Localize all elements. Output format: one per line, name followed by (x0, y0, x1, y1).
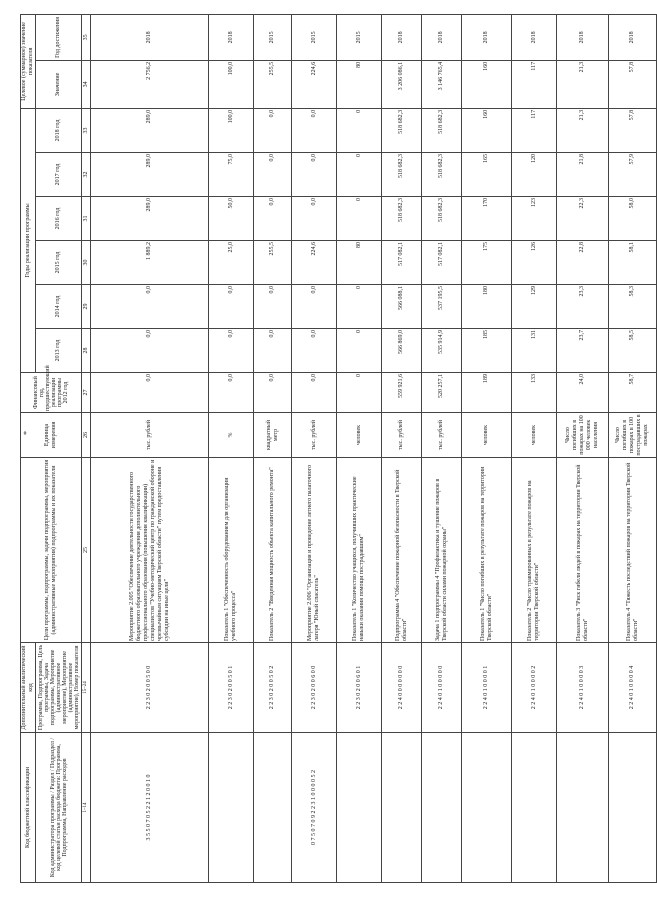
goal-text-cell: Показатель 4 "Тяжесть последствий пожаров на территории Тверской области" (609, 458, 657, 643)
colnum: 1 (83, 810, 88, 813)
fin-year-cell: 0,0 (292, 373, 337, 413)
year-value-cell: 123 (512, 197, 557, 241)
a-goal-label: Цель программы (37, 644, 50, 712)
year-value-cell: 0,0 (209, 329, 254, 373)
final-header: Целевое (суммарное) значение показателя (21, 14, 36, 108)
table-row (382, 14, 422, 882)
a-event-num-label: Номер показателя (73, 645, 80, 692)
total-value-cell: 80 (337, 60, 382, 108)
year-value-cell: 80 (337, 241, 382, 285)
colnum: 15 (83, 688, 88, 694)
unit-cell: Число погибших в пожарах в 100 пострадавших в пожарах (609, 413, 657, 458)
a-subprogram-label: Подпрограмма (37, 660, 44, 699)
year-value-cell: 289,0 (91, 108, 209, 152)
budget-code-cell (209, 733, 254, 883)
year-value-cell: 0,0 (91, 285, 209, 329)
year-value-cell: 129 (512, 285, 557, 329)
a-event-label: Мероприятие (административное мероприятие) (49, 649, 68, 724)
total-value-cell: 3 146 765,4 (422, 60, 462, 108)
year-value-cell: 0,0 (91, 329, 209, 373)
year-value-cell: 0,0 (254, 197, 292, 241)
year-value-cell: 57,9 (609, 153, 657, 197)
year-value-cell: 518 682,3 (422, 197, 462, 241)
budget-code-cell (422, 733, 462, 883)
year-value-cell: 58,5 (609, 329, 657, 373)
table-row (609, 14, 657, 882)
budget-code-cell (382, 733, 422, 883)
year-value-cell: 0,0 (254, 108, 292, 152)
table-row (337, 14, 382, 882)
y2013-header: 2013 год (36, 329, 82, 373)
additional-code-cell: 2 2 4 0 1 0 0 0 0 1 (462, 643, 512, 733)
col-num: 30 (82, 241, 91, 285)
year-value-cell: 175 (462, 241, 512, 285)
fin-year-cell: 0,0 (209, 373, 254, 413)
y2017-header: 2017 год (36, 153, 82, 197)
year-value-cell: 224,6 (292, 241, 337, 285)
budget-code-cell: 0 7 5 0 7 0 9 2 2 3 1 0 0 0 0 5 2 (292, 733, 337, 883)
year-value-cell: 58,0 (609, 197, 657, 241)
year-achieved-cell: 2015 (292, 14, 337, 60)
year-value-cell: 21,8 (557, 153, 609, 197)
unit-cell: % (209, 413, 254, 458)
fin-year-header: Финансовый год, предшествующий реализации программы 2012 год (21, 373, 82, 413)
total-value-cell: 2 756,2 (91, 60, 209, 108)
goal-text-cell: Показатель 1 "Число погибших в результате пожаров на территории Тверской области" (462, 458, 512, 643)
year-value-cell: 75,0 (209, 153, 254, 197)
budget-code-cell (462, 733, 512, 883)
code-admin-label: Код администратора программы (49, 794, 56, 878)
year-value-cell: 518 682,3 (422, 108, 462, 152)
year-value-cell: 537 195,5 (422, 285, 462, 329)
a-program-label: Программа (37, 701, 44, 731)
year-value-cell: 0,0 (292, 153, 337, 197)
unit-header: Единица измерения (21, 413, 82, 458)
total-value-cell: 224,6 (292, 60, 337, 108)
table-row (422, 14, 462, 882)
header-row-1 (21, 14, 36, 882)
year-value-cell: 566 869,0 (382, 329, 422, 373)
year-achieved-cell: 2018 (609, 14, 657, 60)
colnum: 24 (83, 681, 88, 687)
year-value-cell: 131 (512, 329, 557, 373)
goals-header: Цели программы, подпрограммы, задачи подпрограммы, мероприятия (административные мероприятия) подпрограммы и их показатели (21, 458, 82, 643)
a-task-label: Задача подпрограммы (43, 663, 56, 726)
year-value-cell: 50,0 (209, 197, 254, 241)
table-row (209, 14, 254, 882)
col-num: 31 (82, 197, 91, 241)
total-value-cell: 255,5 (254, 60, 292, 108)
additional-code-cell: 2 2 4 0 1 0 0 0 0 2 (512, 643, 557, 733)
goal-text-cell: Показатель 2 "Число травмированных в результате пожаров на территории Тверской области" (512, 458, 557, 643)
additional-code-cell: 2 2 4 0 1 0 0 0 0 0 (422, 643, 462, 733)
year-value-cell: 0,0 (254, 329, 292, 373)
subsection-label: Подраздел (49, 741, 56, 768)
year-value-cell: 255,5 (254, 241, 292, 285)
year-value-cell: 0,0 (292, 197, 337, 241)
col-num: 33 (82, 108, 91, 152)
year-value-cell: 518 682,3 (422, 153, 462, 197)
additional-code-cell: 2 2 4 0 1 0 0 0 0 4 (609, 643, 657, 733)
table-row (91, 14, 209, 882)
fin-year-cell: 133 (512, 373, 557, 413)
year-value-cell: 0,0 (209, 285, 254, 329)
unit-cell: человек (462, 413, 512, 458)
budget-code-cell: 3 5 5 0 7 0 5 2 2 1 2 0 0 1 0 (91, 733, 209, 883)
year-value-cell: 185 (462, 329, 512, 373)
year-value-cell: 0 (337, 329, 382, 373)
goal-text-cell: Показатель 3 "Риск гибели людей в пожарах на территории Тверской области" (557, 458, 609, 643)
unit-cell: человек (337, 413, 382, 458)
year-achieved-cell: 2018 (512, 14, 557, 60)
additional-code-cell: 2 2 3 0 2 0 0 5 0 2 (254, 643, 292, 733)
total-value-cell: 57,8 (609, 60, 657, 108)
year-value-cell: 518 682,3 (382, 108, 422, 152)
year-value-cell: 57,8 (609, 108, 657, 152)
year-value-cell: 517 082,1 (382, 241, 422, 285)
table-row (512, 14, 557, 882)
unit-cell: Число погибших в пожарах на 100 000 человек населения (557, 413, 609, 458)
budget-code-cell (557, 733, 609, 883)
col-num: 25 (82, 458, 91, 643)
year-achieved-cell: 2018 (462, 14, 512, 60)
year-value-cell: 58,3 (609, 285, 657, 329)
fin-year-cell: 520 257,1 (422, 373, 462, 413)
year-value-cell: 170 (462, 197, 512, 241)
goal-text-cell: Мероприятие 2.005 "Обеспечение деятельности государственного бюджетного образовательного учреждения дополнительного профессионального образования (повышения квалификации) специалистов "Учебно-методический центр по гражданской обороне и чрезвычайным ситуациям Тверской области" путем предоставления субсидии на иные цели" (91, 458, 209, 643)
year-value-cell: 517 082,1 (422, 241, 462, 285)
table-row (557, 14, 609, 882)
year-achieved-cell: 2015 (254, 14, 292, 60)
year-value-cell: 117 (512, 108, 557, 152)
subprogram-label: Подпрограмма (61, 818, 68, 857)
year-achieved-cell: 2018 (209, 14, 254, 60)
year-value-cell: 535 914,9 (422, 329, 462, 373)
year-value-cell: 180 (462, 285, 512, 329)
year-achieved-cell: 2018 (91, 14, 209, 60)
unit-cell: тыс. рублей (422, 413, 462, 458)
colnum: 14 (83, 802, 88, 808)
additional-code-cell: 2 2 4 0 0 0 0 0 0 0 (382, 643, 422, 733)
budget-subheader: Код администратора программы / Раздел / Подраздел / код целевой статьи расхода бюджета: Программа, Подпрограмма, Направление расходов (36, 733, 82, 883)
unit-cell: тыс. рублей (91, 413, 209, 458)
year-value-cell: 23,7 (557, 329, 609, 373)
additional-code-cell: 2 2 3 0 2 0 0 5 0 0 (91, 643, 209, 733)
unit-cell: человек (512, 413, 557, 458)
section-label: Раздел (49, 772, 56, 790)
additional-code-cell: 2 2 4 0 1 0 0 0 0 3 (557, 643, 609, 733)
additional-subheader: Программа, Подпрограмма, Цель программы, Задача подпрограммы, Мероприятие (административное мероприятие), Мероприятие (административное мероприятие), Номер показателя (36, 643, 82, 733)
col-num: 28 (82, 329, 91, 373)
year-value-cell: 165 (462, 153, 512, 197)
y2015-header: 2015 год (36, 241, 82, 285)
budget-class-header: Код бюджетной классификации (21, 733, 36, 883)
col-num: 32 (82, 153, 91, 197)
value-header: Значение (36, 60, 82, 108)
fin-year-cell: 58,7 (609, 373, 657, 413)
y2014-header: 2014 год (36, 285, 82, 329)
year-value-cell: 160 (462, 108, 512, 152)
table-row (254, 14, 292, 882)
fin-year-cell: 0,0 (254, 373, 292, 413)
year-value-cell: 0,0 (254, 153, 292, 197)
total-value-cell: 100,0 (209, 60, 254, 108)
years-header: Годы реализации программы (21, 108, 36, 372)
year-ach-header: Год достижения (36, 14, 82, 60)
year-value-cell: 25,0 (209, 241, 254, 285)
goal-text-cell: Показатель 2 "Введенная мощность объекта капитального ремонта" (254, 458, 292, 643)
y2016-header: 2016 год (36, 197, 82, 241)
year-value-cell: 566 088,1 (382, 285, 422, 329)
year-value-cell: 22,3 (557, 197, 609, 241)
year-value-cell: 0 (337, 153, 382, 197)
goal-text-cell: Мероприятие 2.006 "Организация и проведение летнего палаточного лагеря "Юный спасатель" (292, 458, 337, 643)
program-table (20, 14, 657, 883)
year-value-cell: 100,0 (209, 108, 254, 152)
additional-code-cell: 2 2 3 0 2 0 0 6 0 0 (292, 643, 337, 733)
year-value-cell: 23,3 (557, 285, 609, 329)
budget-code-cell (609, 733, 657, 883)
goal-text-cell: Показатель 1 "Количество учащихся, получивших практические навыки оказания помощи пострадавшим" (337, 458, 382, 643)
year-value-cell: 22,8 (557, 241, 609, 285)
total-value-cell: 160 (462, 60, 512, 108)
fin-year-cell: 0,0 (91, 373, 209, 413)
program-label: Программа (55, 745, 62, 775)
a-admin-label: Мероприятие (административное мероприятие) (61, 651, 80, 730)
year-value-cell: 58,1 (609, 241, 657, 285)
year-value-cell: 120 (512, 153, 557, 197)
additional-code-cell: 2 2 3 0 2 0 0 5 0 1 (209, 643, 254, 733)
unit-cell: тыс. рублей (292, 413, 337, 458)
page-mark: * (22, 431, 31, 435)
col-num: 27 (82, 373, 91, 413)
year-value-cell: 518 682,3 (382, 197, 422, 241)
year-value-cell: 0 (337, 108, 382, 152)
direction-label: Направление расходов (61, 758, 68, 816)
year-achieved-cell: 2018 (557, 14, 609, 60)
year-value-cell: 0 (337, 285, 382, 329)
unit-cell: квадратный метр (254, 413, 292, 458)
year-value-cell: 518 682,3 (382, 153, 422, 197)
year-value-cell: 289,0 (91, 197, 209, 241)
goal-text-cell: Задача 1 подпрограммы 4 "Профилактика и тушение пожаров в Тверской области силами пожарной охраны" (422, 458, 462, 643)
total-value-cell: 21,3 (557, 60, 609, 108)
col-number-row (82, 14, 91, 882)
year-value-cell: 21,3 (557, 108, 609, 152)
fin-year-cell: 0 (337, 373, 382, 413)
budget-code-cell (512, 733, 557, 883)
budget-code-cell (254, 733, 292, 883)
col-num: 29 (82, 285, 91, 329)
year-value-cell: 0,0 (292, 329, 337, 373)
year-value-cell: 126 (512, 241, 557, 285)
target-code-label: код целевой статьи расхода бюджета (55, 777, 62, 871)
additional-code-header: Дополнительный аналитический код (21, 643, 36, 733)
year-value-cell: 0,0 (292, 285, 337, 329)
year-value-cell: 0,0 (254, 285, 292, 329)
total-value-cell: 3 206 086,1 (382, 60, 422, 108)
goal-text-cell: Показатель 1 "Обеспеченность оборудованием для организации учебного процесса" (209, 458, 254, 643)
table-row (462, 14, 512, 882)
year-achieved-cell: 2018 (382, 14, 422, 60)
col-nums-additional: 15–24 (82, 643, 91, 733)
y2018-header: 2018 год (36, 108, 82, 152)
budget-code-cell (337, 733, 382, 883)
additional-code-cell: 2 2 3 0 2 0 0 6 0 1 (337, 643, 382, 733)
col-num: 26 (82, 413, 91, 458)
year-value-cell: 0,0 (292, 108, 337, 152)
goal-text-cell: Подпрограмма 4 "Обеспечение пожарной безопасности в Тверской области" (382, 458, 422, 643)
year-value-cell: 289,0 (91, 153, 209, 197)
total-value-cell: 117 (512, 60, 557, 108)
col-num: 34 (82, 60, 91, 108)
fin-year-cell: 559 921,6 (382, 373, 422, 413)
unit-cell: тыс. рублей (382, 413, 422, 458)
year-value-cell: 1 889,2 (91, 241, 209, 285)
col-num: 35 (82, 14, 91, 60)
fin-year-cell: 189 (462, 373, 512, 413)
fin-year-cell: 24,0 (557, 373, 609, 413)
year-value-cell: 0 (337, 197, 382, 241)
col-nums-budget: 1–14 (82, 733, 91, 883)
year-achieved-cell: 2015 (337, 14, 382, 60)
table-row (292, 14, 337, 882)
year-achieved-cell: 2018 (422, 14, 462, 60)
